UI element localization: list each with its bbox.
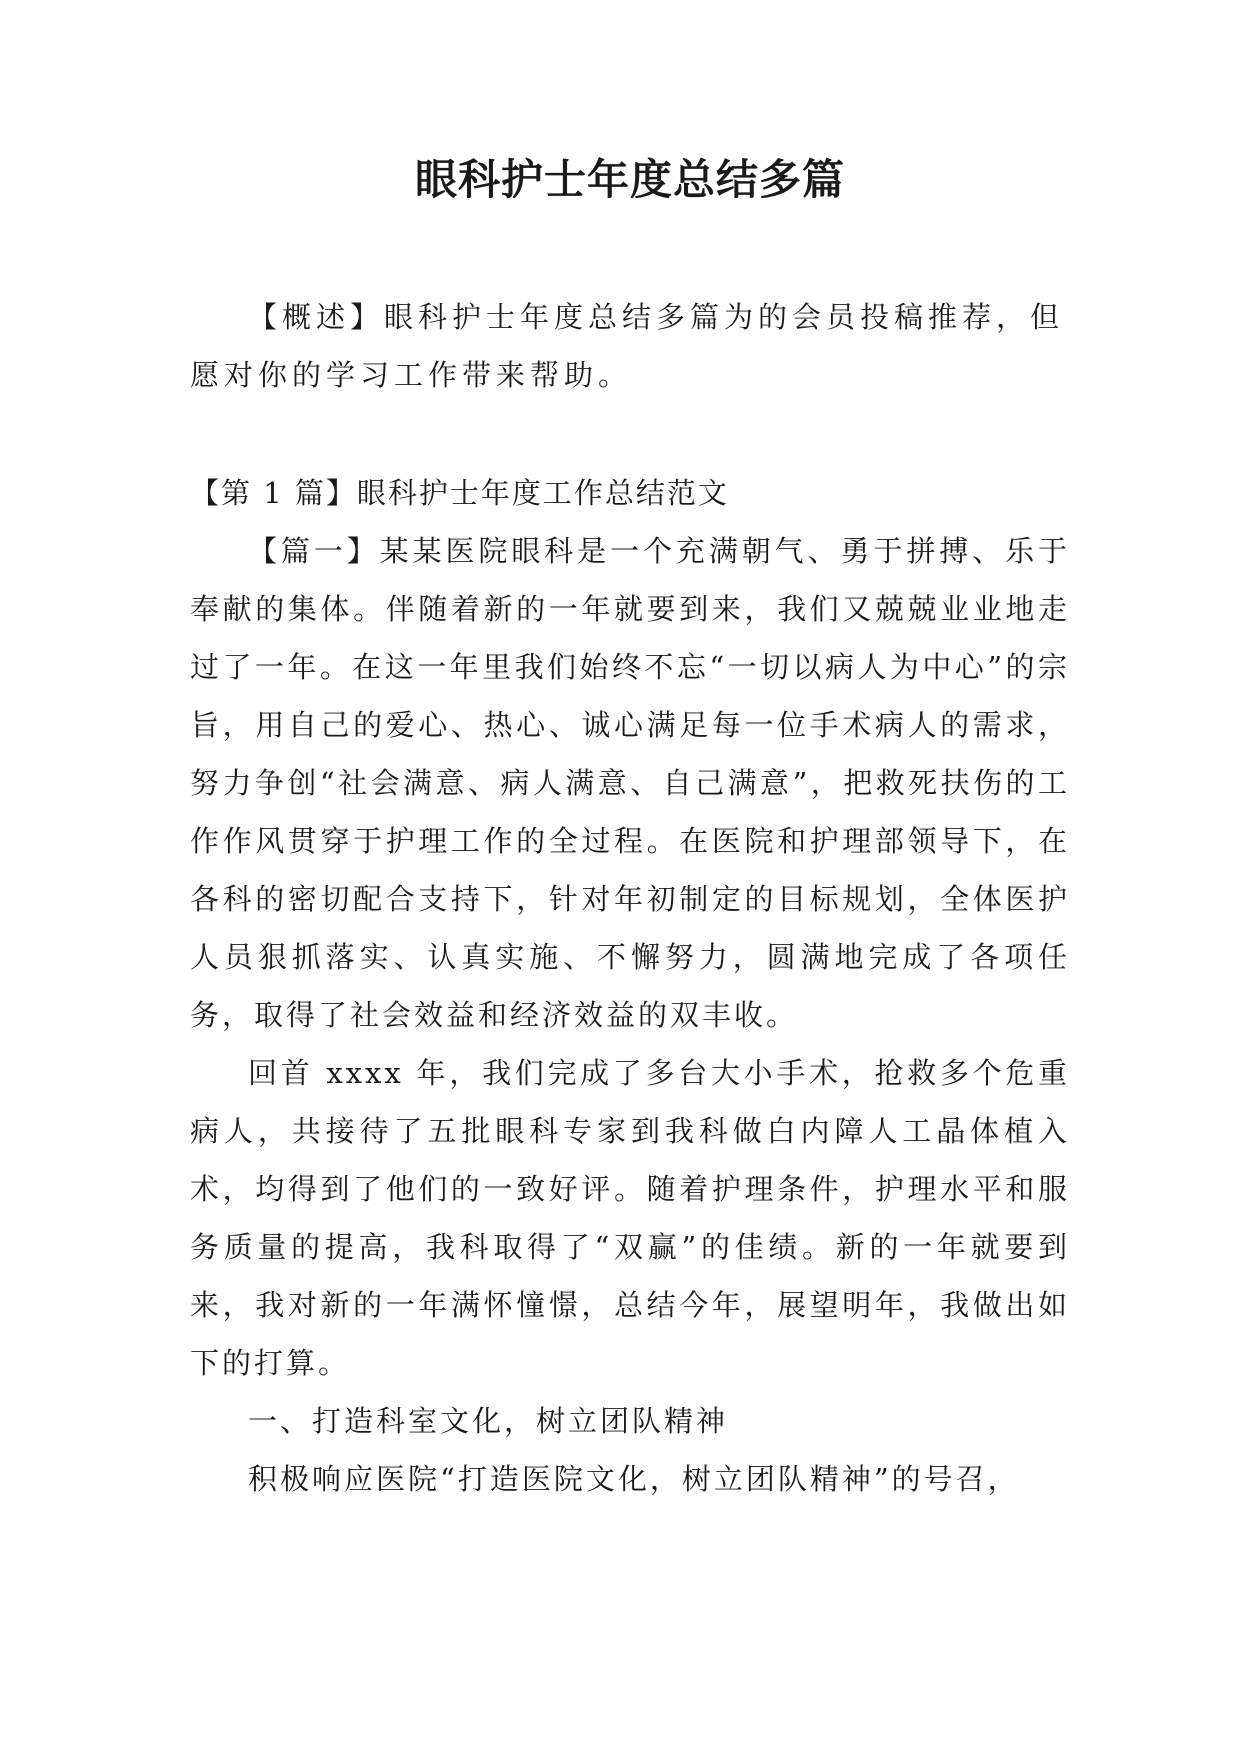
summary-paragraph: 【概述】眼科护士年度总结多篇为的会员投稿推荐，但愿对你的学习工作带来帮助。	[190, 300, 1065, 392]
section-heading: 【第 1 篇】眼科护士年度工作总结范文	[190, 476, 729, 510]
paragraph-review: 回首 xxxx 年，我们完成了多台大小手术，抢救多个危重病人，共接待了五批眼科专家到我科做白内障人工晶体植入术，均得到了他们的一致好评。随着护理条件，护理水平和服务质量的提高，我科取得了“双赢”的佳绩。新的一年就要到来，我对新的一年满怀憧憬，总结今年，展望明年，我做出如下的打算。	[190, 1056, 1070, 1380]
paragraph-intro: 【篇一】某某医院眼科是一个充满朝气、勇于拼搏、乐于奉献的集体。伴随着新的一年就要到来，我们又兢兢业业地走过了一年。在这一年里我们始终不忘“一切以病人为中心”的宗旨，用自己的爱心、热心、诚心满足每一位手术病人的需求，努力争创“社会满意、病人满意、自己满意”，把救死扶伤的工作作风贯穿于护理工作的全过程。在医院和护理部领导下，在各科的密切配合支持下，针对年初制定的目标规划，全体医护人员狠抓落实、认真实施、不懈努力，圆满地完成了各项任务，取得了社会效益和经济效益的双丰收。	[190, 534, 1070, 1032]
subheading-culture: 一、打造科室文化，树立团队精神	[248, 1404, 729, 1438]
paragraph-culture: 积极响应医院“打造医院文化，树立团队精神”的号召，	[248, 1462, 1020, 1496]
document-body	[190, 464, 1070, 1508]
document-title: 眼科护士年度总结多篇	[414, 155, 845, 204]
